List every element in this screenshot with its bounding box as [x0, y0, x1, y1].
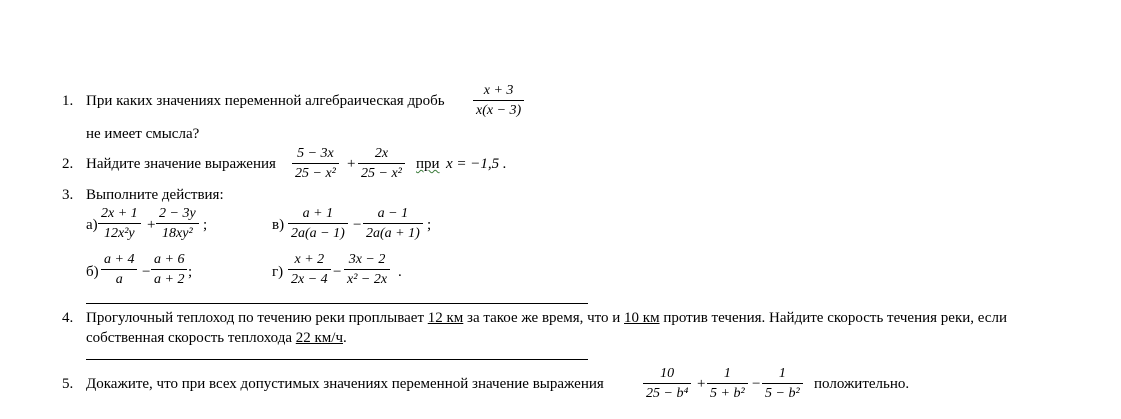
problem-4-speed: 22 км/ч [295, 330, 344, 346]
fraction-denominator: 2a(a + 1) [366, 226, 420, 241]
fraction-numerator: a + 4 [101, 253, 137, 270]
fraction-denominator: x(x − 3) [476, 103, 522, 118]
plus-operator: + [697, 376, 706, 392]
problem-1-number: 1. [62, 93, 74, 109]
fraction-denominator: a + 2 [154, 272, 185, 287]
problem-3-text: Выполните действия: [86, 187, 224, 203]
fraction-numerator: 1 [762, 367, 803, 384]
problem-4-line2-text: собственная скорость теплохода [86, 330, 293, 346]
problem-3b-label: б) [86, 264, 99, 280]
problem-3a-fraction-2 [156, 207, 199, 241]
problem-2-fraction-1 [292, 147, 339, 181]
problem-4-text-c: против течения. Найдите скорость течения реки, если [663, 310, 1007, 326]
problem-5-fraction-3 [762, 367, 803, 401]
problem-3v-label: в) [272, 217, 285, 233]
problem-3a-end: ; [203, 217, 208, 233]
problem-3b-fraction-2 [151, 253, 187, 287]
problem-3b-fraction-1 [101, 253, 137, 287]
fraction-numerator: x + 2 [288, 253, 331, 270]
fraction-numerator: a + 6 [151, 253, 187, 270]
fraction-denominator: x² − 2x [347, 272, 388, 287]
problem-3b-end: ; [188, 264, 193, 280]
problem-4-text-b: за такое же время, что и [467, 310, 621, 326]
problem-4-text-a: Прогулочный теплоход по течению реки проплывает [86, 310, 425, 326]
problem-1-line2: не имеет смысла? [86, 126, 200, 142]
problem-3g-end: . [398, 264, 402, 280]
fraction-denominator: 12x²y [104, 226, 135, 241]
fraction-numerator: 2x [358, 147, 405, 164]
problem-3-number: 3. [62, 187, 74, 203]
minus-operator: − [752, 376, 761, 392]
problem-5-number: 5. [62, 376, 74, 392]
fraction-numerator: 5 − 3x [292, 147, 339, 164]
fraction-denominator: 25 − x² [361, 166, 402, 181]
problem-4-line1 [86, 311, 1007, 326]
fraction-denominator: a [115, 272, 123, 287]
problem-2-fraction-2 [358, 147, 405, 181]
minus-operator: − [353, 217, 362, 233]
problem-2-when: при [416, 156, 440, 172]
problem-4-distance-downstream: 12 км [427, 310, 464, 326]
problem-3a-label: а) [86, 217, 98, 233]
problem-4-line2 [86, 331, 347, 346]
fraction-denominator: 18xy² [162, 226, 193, 241]
plus-operator: + [347, 156, 356, 172]
minus-operator: − [333, 264, 342, 280]
problem-3v-end: ; [427, 217, 432, 233]
problem-3g-fraction-2 [344, 253, 390, 287]
problem-5-fraction-2 [707, 367, 748, 401]
fraction-numerator: 10 [643, 367, 691, 384]
fraction-denominator: 5 + b² [710, 386, 745, 401]
fraction-numerator: a + 1 [288, 207, 348, 224]
problem-1-text: При каких значениях переменной алгебраическая дробь [86, 93, 445, 109]
fraction-numerator: 2 − 3y [156, 207, 199, 224]
problem-3a-fraction-1 [98, 207, 141, 241]
fraction-denominator: 25 − b⁴ [646, 386, 689, 401]
problem-5-text: Докажите, что при всех допустимых значениях переменной значение выражения [86, 376, 604, 392]
problem-3v-fraction-1 [288, 207, 348, 241]
problem-3v-fraction-2 [363, 207, 423, 241]
problem-3g-fraction-1 [288, 253, 331, 287]
problem-5-end: положительно. [814, 376, 910, 392]
fraction-numerator: 1 [707, 367, 748, 384]
problem-1-fraction [473, 84, 524, 118]
fraction-numerator: x + 3 [473, 84, 524, 101]
separator-line [86, 303, 588, 304]
problem-3g-label: г) [272, 264, 284, 280]
problem-4-number: 4. [62, 310, 74, 326]
fraction-denominator: 25 − x² [295, 166, 336, 181]
problem-2-condition: x = −1,5 . [446, 156, 507, 172]
fraction-numerator: 3x − 2 [344, 253, 390, 270]
problem-5-fraction-1 [643, 367, 691, 401]
fraction-numerator: a − 1 [363, 207, 423, 224]
separator-line [86, 359, 588, 360]
fraction-numerator: 2x + 1 [98, 207, 141, 224]
problem-4-line2-end: . [343, 330, 347, 346]
fraction-denominator: 2a(a − 1) [291, 226, 345, 241]
plus-operator: + [147, 217, 156, 233]
fraction-denominator: 2x − 4 [291, 272, 328, 287]
minus-operator: − [142, 264, 151, 280]
problem-4-distance-upstream: 10 км [624, 310, 660, 326]
problem-2-number: 2. [62, 156, 74, 172]
problem-2-text: Найдите значение выражения [86, 156, 276, 172]
fraction-denominator: 5 − b² [765, 386, 800, 401]
